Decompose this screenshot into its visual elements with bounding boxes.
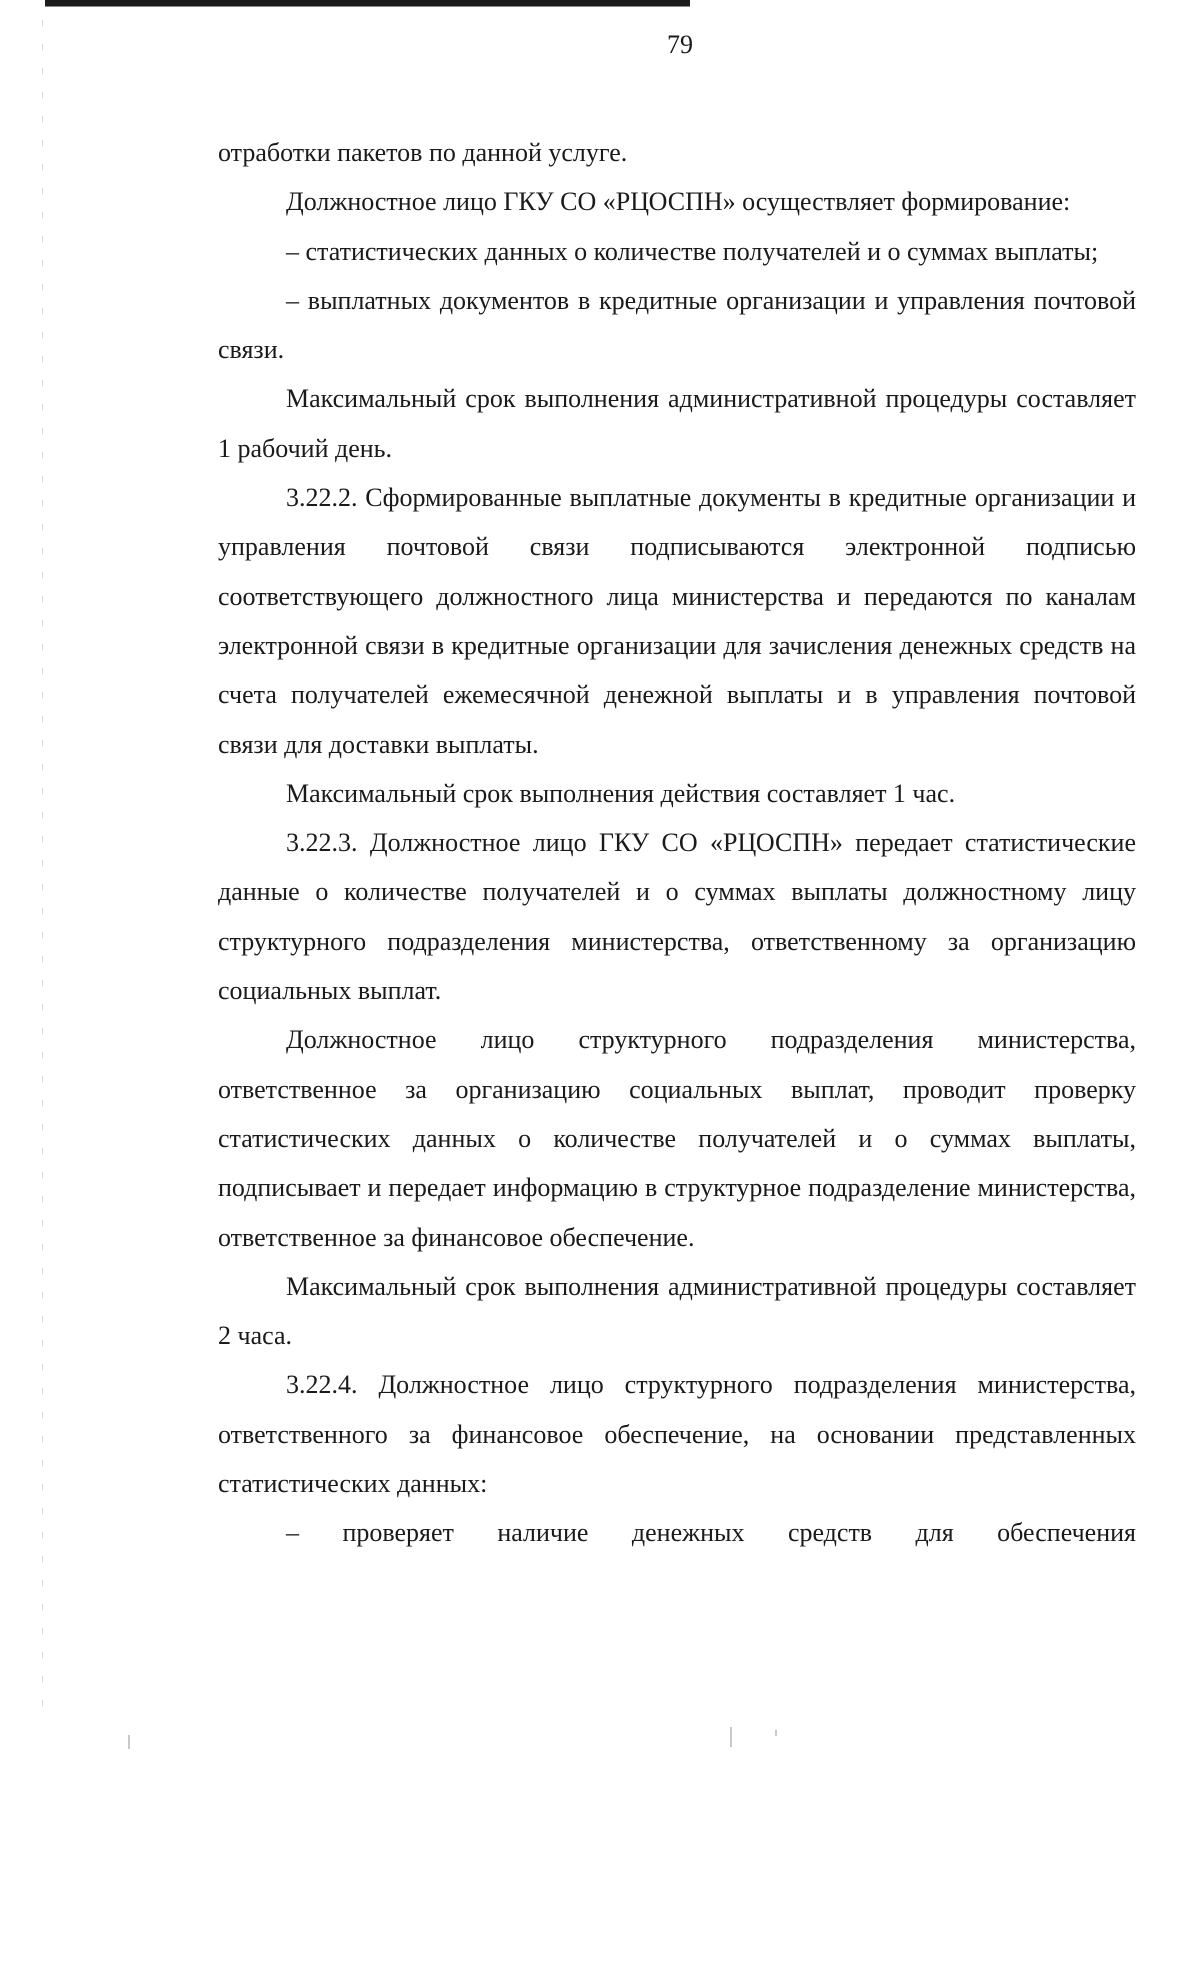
scan-artifact-mark [730,1727,732,1747]
paragraph-3-22-2: 3.22.2. Сформированные выплатные документы в кредитные организации и управления почтовой связи подписываются электронной подписью соответствующего должностного лица министерства и передаются по каналам электронной связи в кредитные организации для зачисления денежных средств на счета получателей ежемесячной денежной выплаты и в управления почтовой связи для доставки выплаты. [218,483,1136,759]
paragraph-max-term-1-hour: Максимальный срок выполнения действия составляет 1 час. [286,778,956,808]
list-item-statistics: – статистических данных о количестве получателей и о суммах выплаты; [286,236,1099,266]
scan-artifact-mark [775,1730,777,1736]
scan-top-border-thin [45,6,690,7]
list-item-payment-documents: – выплатных документов в кредитные организации и управления почтовой связи. [218,285,1136,365]
paragraph-continuation: отработки пакетов по данной услуге. [218,138,628,167]
paragraph-3-22-4: 3.22.4. Должностное лицо структурного подразделения министерства, ответственного за финансовое обеспечение, на основании представленных статистических данных: [218,1370,1136,1499]
paragraph-3-22-3: 3.22.3. Должностное лицо ГКУ СО «РЦОСПН» передает статистические данные о количестве получателей и о суммах выплаты должностному лицу структурного подразделения министерства, ответственному за организацию социальных выплат. [218,828,1136,1006]
scan-artifact-mark [128,1735,130,1749]
document-body [218,128,1136,1558]
list-item-check-funds: – проверяет наличие денежных средств для обеспечения [286,1518,1136,1548]
scan-left-edge [42,20,43,1720]
paragraph-formation-intro: Должностное лицо ГКУ СО «РЦОСПН» осуществляет формирование: [286,187,1071,217]
page-number: 79 [667,30,693,59]
paragraph-max-term-2-hours: Максимальный срок выполнения административной процедуры составляет 2 часа. [218,1271,1136,1351]
paragraph-official-check: Должностное лицо структурного подразделения министерства, ответственное за организацию социальных выплат, проводит проверку статистических данных о количестве получателей и о суммах выплаты, подписывает и передает информацию в структурное подразделение министерства, ответственное за финансовое обеспечение. [218,1025,1136,1252]
paragraph-max-term-1-day: Максимальный срок выполнения административной процедуры составляет 1 рабочий день. [218,384,1136,463]
